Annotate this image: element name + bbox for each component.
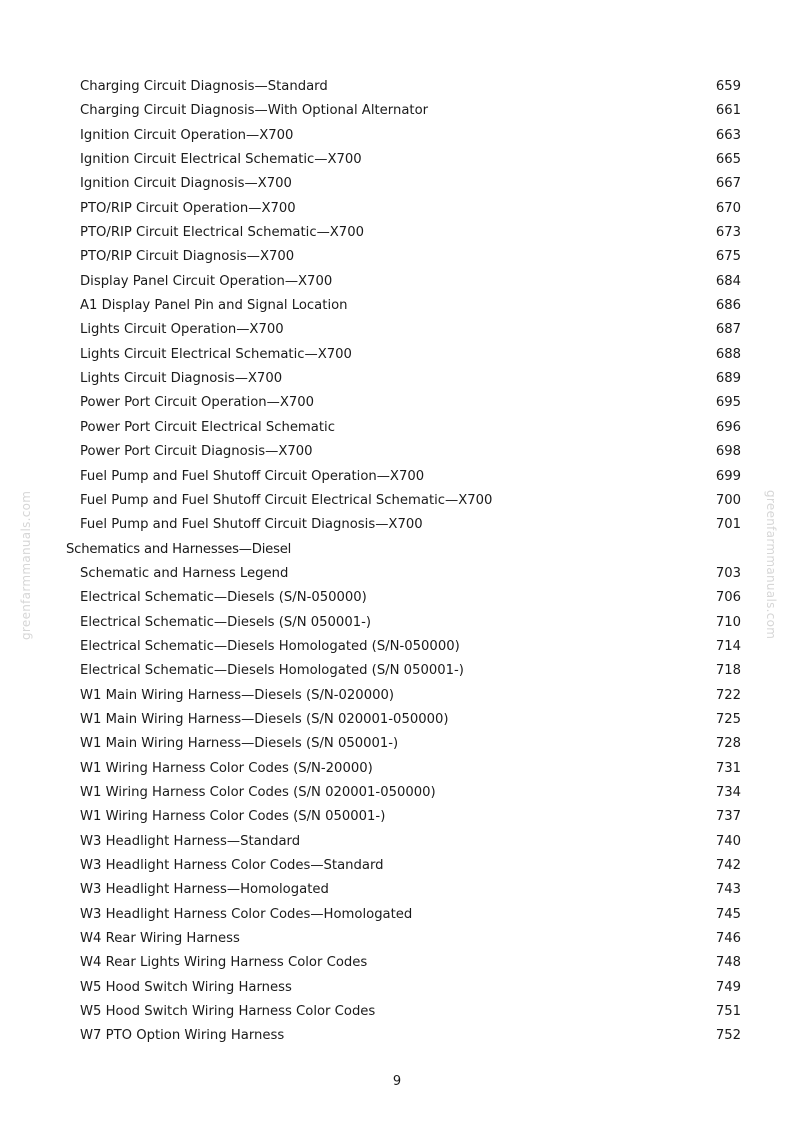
toc-entry-page-number: 700 <box>715 492 741 508</box>
toc-entry-page-number: 751 <box>715 1004 741 1020</box>
toc-entry[interactable] <box>0 708 794 732</box>
toc-entry-title: W7 PTO Option Wiring Harness <box>80 1028 285 1044</box>
toc-entry[interactable] <box>0 294 794 318</box>
toc-entry-page-number: 686 <box>715 298 741 314</box>
toc-entry-title: W4 Rear Lights Wiring Harness Color Codes <box>80 955 368 971</box>
toc-entry-title: Display Panel Circuit Operation—X700 <box>80 273 333 289</box>
toc-entry-page-number: 659 <box>715 79 741 94</box>
toc-entry[interactable] <box>0 318 794 342</box>
toc-entry[interactable] <box>0 830 794 854</box>
toc-entry-title: Charging Circuit Diagnosis—Standard <box>80 79 328 94</box>
toc-section-heading <box>0 538 794 562</box>
toc-entry-title: PTO/RIP Circuit Operation—X700 <box>80 200 296 216</box>
toc-entry-title: Power Port Circuit Operation—X700 <box>80 395 315 411</box>
toc-entry[interactable] <box>0 513 794 537</box>
toc-entry-page-number: 743 <box>715 882 741 898</box>
toc-entry-title: W1 Main Wiring Harness—Diesels (S/N 050001-) <box>80 736 399 752</box>
toc-entry[interactable] <box>0 99 794 123</box>
toc-entry[interactable] <box>0 757 794 781</box>
toc-entry-title: Ignition Circuit Electrical Schematic—X700 <box>80 152 362 168</box>
toc-entry[interactable] <box>0 440 794 464</box>
toc-entry-page-number: 665 <box>715 152 741 168</box>
toc-entry[interactable] <box>0 489 794 513</box>
toc-entry-page-number: 667 <box>715 176 741 192</box>
toc-entry[interactable] <box>0 221 794 245</box>
toc-entry[interactable] <box>0 732 794 756</box>
toc-entry-title: W4 Rear Wiring Harness <box>80 931 240 947</box>
toc-entry-page-number: 687 <box>715 322 741 338</box>
toc-entry-page-number: 675 <box>715 249 741 265</box>
toc-entry[interactable] <box>0 878 794 902</box>
toc-entry[interactable] <box>0 465 794 489</box>
toc-entry[interactable] <box>0 635 794 659</box>
toc-entry-page-number: 663 <box>715 127 741 143</box>
toc-entry[interactable] <box>0 805 794 829</box>
toc-entry-page-number: 740 <box>715 833 741 849</box>
toc-entry-page-number: 722 <box>715 687 741 703</box>
toc-entry[interactable] <box>0 270 794 294</box>
toc-entry-page-number: 661 <box>715 103 741 119</box>
toc-entry-page-number: 701 <box>715 517 741 533</box>
toc-entry[interactable] <box>0 854 794 878</box>
toc-entry-page-number: 699 <box>715 468 741 484</box>
toc-entry-title: W3 Headlight Harness Color Codes—Standard <box>80 858 384 873</box>
toc-entry[interactable] <box>0 976 794 1000</box>
toc-entry-page-number: 710 <box>715 614 741 630</box>
toc-entry-title: Power Port Circuit Diagnosis—X700 <box>80 444 313 460</box>
toc-entry-page-number: 703 <box>715 565 741 581</box>
toc-entry[interactable] <box>0 148 794 172</box>
toc-entry[interactable] <box>0 197 794 221</box>
toc-entry-title: Fuel Pump and Fuel Shutoff Circuit Electrical Schematic—X700 <box>80 492 493 508</box>
toc-entry-title: W5 Hood Switch Wiring Harness <box>80 979 292 995</box>
toc-entry[interactable] <box>0 684 794 708</box>
toc-entry-title: Lights Circuit Diagnosis—X700 <box>80 371 283 387</box>
toc-entry[interactable] <box>0 245 794 269</box>
toc-entry-title: Charging Circuit Diagnosis—With Optional Alternator <box>80 103 429 119</box>
toc-entry[interactable] <box>0 1000 794 1024</box>
toc-entry-page-number: 728 <box>715 736 741 752</box>
toc-entry-page-number: 689 <box>715 371 741 387</box>
toc-entry-title: W3 Headlight Harness Color Codes—Homologated <box>80 906 413 922</box>
toc-entry-title: PTO/RIP Circuit Diagnosis—X700 <box>80 249 295 265</box>
toc-entry[interactable] <box>0 124 794 148</box>
toc-entry-title: W1 Wiring Harness Color Codes (S/N 020001-050000) <box>80 784 436 800</box>
toc-entry[interactable] <box>0 562 794 586</box>
watermark-right: greenfarmmanuals.com <box>764 490 778 640</box>
toc-entry-title: PTO/RIP Circuit Electrical Schematic—X700 <box>80 225 364 241</box>
toc-entry-title: Ignition Circuit Diagnosis—X700 <box>80 176 292 192</box>
toc-entry-page-number: 737 <box>715 809 741 825</box>
toc-entry-title: W3 Headlight Harness—Standard <box>80 833 301 849</box>
toc-entry-title: Electrical Schematic—Diesels Homologated (S/N-050000) <box>80 638 460 654</box>
toc-entry-title: Electrical Schematic—Diesels (S/N 050001-) <box>80 614 372 630</box>
toc-entry-title: Fuel Pump and Fuel Shutoff Circuit Operation—X700 <box>80 468 425 484</box>
toc-entry[interactable] <box>0 1024 794 1048</box>
toc-entry-page-number: 698 <box>715 444 741 460</box>
toc-entry-page-number: 706 <box>715 590 741 606</box>
toc-entry-title: Power Port Circuit Electrical Schematic <box>80 419 335 435</box>
watermark-left: greenfarmmanuals.com <box>19 490 33 640</box>
toc-entry[interactable] <box>0 343 794 367</box>
toc-entry-title: Ignition Circuit Operation—X700 <box>80 127 294 143</box>
toc-entry-title: Schematic and Harness Legend <box>80 565 289 581</box>
toc-entry[interactable] <box>0 927 794 951</box>
toc-entry-title: W1 Wiring Harness Color Codes (S/N-20000) <box>80 760 373 776</box>
toc-entry-page-number: 748 <box>715 955 741 971</box>
toc-entry-title: W5 Hood Switch Wiring Harness Color Codes <box>80 1004 376 1020</box>
toc-entry-title: W1 Main Wiring Harness—Diesels (S/N 020001-050000) <box>80 711 449 727</box>
toc-entry-title: W1 Main Wiring Harness—Diesels (S/N-020000) <box>80 687 395 703</box>
toc-entry-page-number: 734 <box>715 784 741 800</box>
toc-entry[interactable] <box>0 903 794 927</box>
toc-entry[interactable] <box>0 586 794 610</box>
toc-entry-page-number: 673 <box>715 225 741 241</box>
table-of-contents <box>0 75 794 1049</box>
toc-entry[interactable] <box>0 172 794 196</box>
toc-entry-title: A1 Display Panel Pin and Signal Location <box>80 298 348 314</box>
toc-entry-page-number: 714 <box>715 638 741 654</box>
toc-entry-page-number: 745 <box>715 906 741 922</box>
toc-entry[interactable] <box>0 659 794 683</box>
toc-entry-title: Electrical Schematic—Diesels (S/N-050000) <box>80 590 367 606</box>
toc-entry[interactable] <box>0 391 794 415</box>
toc-entry-page-number: 742 <box>715 858 741 873</box>
toc-entry[interactable] <box>0 75 794 99</box>
toc-entry-page-number: 749 <box>715 979 741 995</box>
toc-entry-title: Lights Circuit Electrical Schematic—X700 <box>80 346 352 362</box>
toc-entry-title: Electrical Schematic—Diesels Homologated (S/N 050001-) <box>80 663 464 679</box>
section-title: Schematics and Harnesses—Diesel <box>66 541 292 557</box>
toc-entry-title: Lights Circuit Operation—X700 <box>80 322 284 338</box>
toc-entry[interactable] <box>0 951 794 975</box>
toc-entry-page-number: 670 <box>715 200 741 216</box>
toc-entry-page-number: 725 <box>715 711 741 727</box>
toc-entry[interactable] <box>0 416 794 440</box>
toc-entry-title: W3 Headlight Harness—Homologated <box>80 882 329 898</box>
toc-entry[interactable] <box>0 611 794 635</box>
toc-entry-page-number: 731 <box>715 760 741 776</box>
toc-entry[interactable] <box>0 781 794 805</box>
toc-entry-page-number: 752 <box>715 1028 741 1044</box>
toc-entry-title: Fuel Pump and Fuel Shutoff Circuit Diagnosis—X700 <box>80 517 423 533</box>
page-number: 9 <box>392 1074 402 1089</box>
toc-entry-page-number: 718 <box>715 663 741 679</box>
toc-entry-page-number: 746 <box>715 931 741 947</box>
toc-entry[interactable] <box>0 367 794 391</box>
toc-entry-page-number: 695 <box>715 395 741 411</box>
toc-entry-page-number: 688 <box>715 346 741 362</box>
toc-entry-title: W1 Wiring Harness Color Codes (S/N 050001-) <box>80 809 386 825</box>
toc-entry-page-number: 684 <box>715 273 741 289</box>
toc-entry-page-number: 696 <box>715 419 741 435</box>
